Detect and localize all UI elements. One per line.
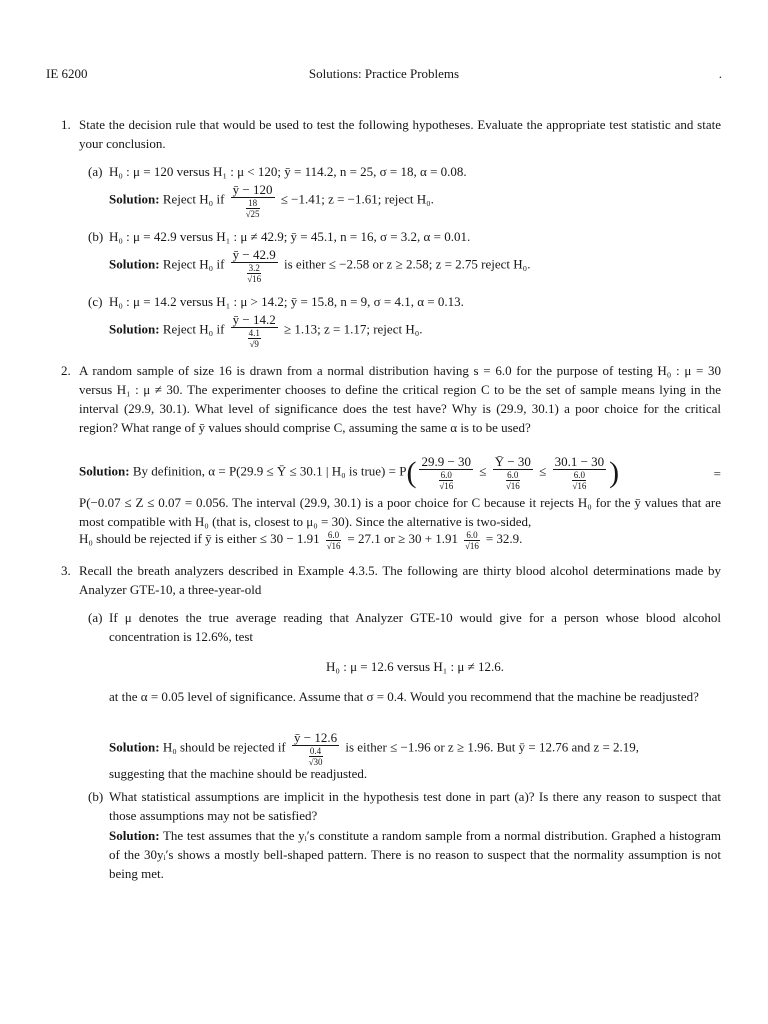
s-value: 6.0 [440,470,452,480]
solution-post: is either ≤ −2.58 or z ≥ 2.58; z = 2.75 reject H₀. [284,256,531,272]
fraction-denominator [419,470,473,491]
part-text-continued: at the α = 0.05 level of significance. Assume that σ = 0.4. Would you recommend that the machine be readjusted? [109,689,699,704]
solution-pre: Reject H₀ if [162,321,225,337]
sigma-value: 18 [246,198,260,209]
part-text: If μ denotes the true average reading that Analyzer GTE-10 would give for a person whose blood alcohol concentration is 12.6%, test [109,610,721,644]
left-paren: ( [406,456,417,489]
sqrt-n: √16 [326,540,341,551]
solution-label: Solution: [109,191,160,207]
fraction-denominator [493,470,533,491]
fraction-denominator [231,328,278,349]
test-statistic-fraction [231,182,275,219]
fraction-numerator: 30.1 − 30 [554,454,605,469]
test-statistic-fraction [292,730,339,767]
solution-continued: P(−0.07 ≤ Z ≤ 0.07 = 0.056. The interval (29.9, 30.1) is a poor choice for C because it rejects H₀ for the ȳ values that are most compatible with H₀ (that is, closest to μ₀ = 30). Since the alternative is two-sided, [79,495,721,529]
reject-rule-upper: = 27.1 or ≥ 30 + 1.91 [347,531,459,546]
fraction-numerator: ȳ − 42.9 [232,247,276,262]
hypothesis-display: H₀ : μ = 12.6 versus H₁ : μ ≠ 12.6. [326,659,504,674]
std-error-fraction [326,530,341,551]
solution-label: Solution: [79,463,130,479]
solution-label: Solution: [109,256,160,272]
solution-pre: Reject H₀ if [162,191,225,207]
solution-post: ≥ 1.13; z = 1.17; reject H₀. [284,321,423,337]
s-value: 6.0 [466,529,478,540]
solution [109,730,721,767]
solution [109,826,721,883]
course-code: IE 6200 [46,66,88,81]
solution-pre: Reject H₀ if [162,256,225,272]
leq-symbol: ≤ [539,463,547,479]
s-value: 6.0 [327,529,340,540]
page-header [46,64,722,82]
solution [79,454,721,491]
fraction-numerator: Ȳ − 30 [494,454,531,469]
test-statistic-fraction [231,312,278,349]
sqrt-n: √16 [572,481,587,491]
sqrt-n: √16 [464,540,479,551]
hypothesis: H₀ : μ = 120 versus H₁ : μ < 120; ȳ = 114.2, n = 25, σ = 18, α = 0.08. [109,164,467,179]
part-label: (a) [88,610,103,625]
reject-rule-end: = 32.9. [485,531,523,546]
part-label: (b) [88,229,104,244]
problem-number: 1. [61,117,71,132]
reject-rule-lower: H₀ should be rejected if ȳ is either ≤ 30 − 1.91 [79,531,320,546]
part-label: (a) [88,164,103,179]
solution-text: The test assumes that the yᵢ′s constitute a random sample from a normal distribution. Graphed a histogram of the 30yᵢ′s shows a mostly bell-shaped pattern. There is no reason to suspect that the normality assumption is not being met. [109,828,722,881]
sqrt-n: √9 [249,339,259,349]
problem-text: A random sample of size 16 is drawn from a normal distribution having s = 6.0 for the purpose of testing H₀ : μ = 30 versus H₁ : μ ≠ 30. The experimenter chooses to define the critical region C to be the set of sample means lying in the interval (29.9, 30.1). What level of significance does the test have? Why is (29.9, 30.1) a poor choice for the critical region? What range of ȳ values should comprise C, assuming the same α is to be used? [79,363,721,435]
sigma-value: 0.4 [309,746,322,756]
fraction-denominator [231,198,275,219]
fraction-denominator [231,263,278,284]
part-label: (b) [88,789,104,804]
problem-text: Recall the breath analyzers described in Example 4.3.5. The following are thirty blood alcohol determinations made by Analyzer GTE-10, a three-year-old [79,563,721,597]
part-label: (c) [88,294,103,309]
std-error-fraction [464,530,479,551]
sigma-value: 3.2 [248,263,260,273]
right-paren: ) [609,456,620,489]
page-title: Solutions: Practice Problems [308,66,460,81]
solution-label: Solution: [109,828,160,843]
s-value: 6.0 [573,470,585,480]
sigma-value: 4.1 [248,328,260,338]
sqrt-n: √25 [245,209,260,219]
sqrt-n: √16 [247,274,262,284]
equals-sign: = [713,466,721,481]
solution-conclusion: suggesting that the machine should be readjusted. [109,766,368,781]
hypothesis: H₀ : μ = 42.9 versus H₁ : μ ≠ 42.9; ȳ = 45.1, n = 16, σ = 3.2, α = 0.01. [109,229,471,244]
fraction-lower [419,454,473,491]
sqrt-n: √16 [439,481,454,491]
problem-text: State the decision rule that would be used to test the following hypotheses. Evaluate the appropriate test statistic and state your conclusion. [79,117,721,151]
s-value: 6.0 [507,470,519,480]
fraction-upper [553,454,607,491]
problem-number: 2. [61,363,71,378]
solution [109,182,721,219]
solution [109,312,721,349]
test-statistic-fraction [231,247,278,284]
fraction-numerator: ȳ − 120 [232,182,273,197]
fraction-numerator: 29.9 − 30 [421,454,472,469]
solution-post: ≤ −1.41; z = −1.61; reject H₀. [280,191,434,207]
solution-post: is either ≤ −1.96 or z ≥ 1.96. But ȳ = 12.76 and z = 2.19, [345,739,640,755]
solution-label: Solution: [109,739,160,755]
fraction-middle [493,454,533,491]
leq-symbol: ≤ [479,463,487,479]
solution-pre: By definition, α = P(29.9 ≤ Ȳ ≤ 30.1 | H₀ is true) = P [132,463,407,479]
fraction-denominator [553,470,607,491]
solution [109,247,721,284]
sqrt-n: √30 [308,757,323,767]
fraction-numerator: ȳ − 14.2 [232,312,276,327]
problem-number: 3. [61,563,71,578]
solution-label: Solution: [109,321,160,337]
sqrt-n: √16 [505,481,520,491]
hypothesis: H₀ : μ = 14.2 versus H₁ : μ > 14.2; ȳ = 15.8, n = 9, σ = 4.1, α = 0.13. [109,294,464,309]
header-dot: . [718,66,722,81]
solution-conclusion [79,529,721,551]
fraction-numerator: ȳ − 12.6 [294,730,338,745]
solution-pre: H₀ should be rejected if [162,739,286,755]
part-text: What statistical assumptions are implicit in the hypothesis test done in part (a)? Is there any reason to suspect that those assumptions may not be satisfied? [109,789,721,823]
